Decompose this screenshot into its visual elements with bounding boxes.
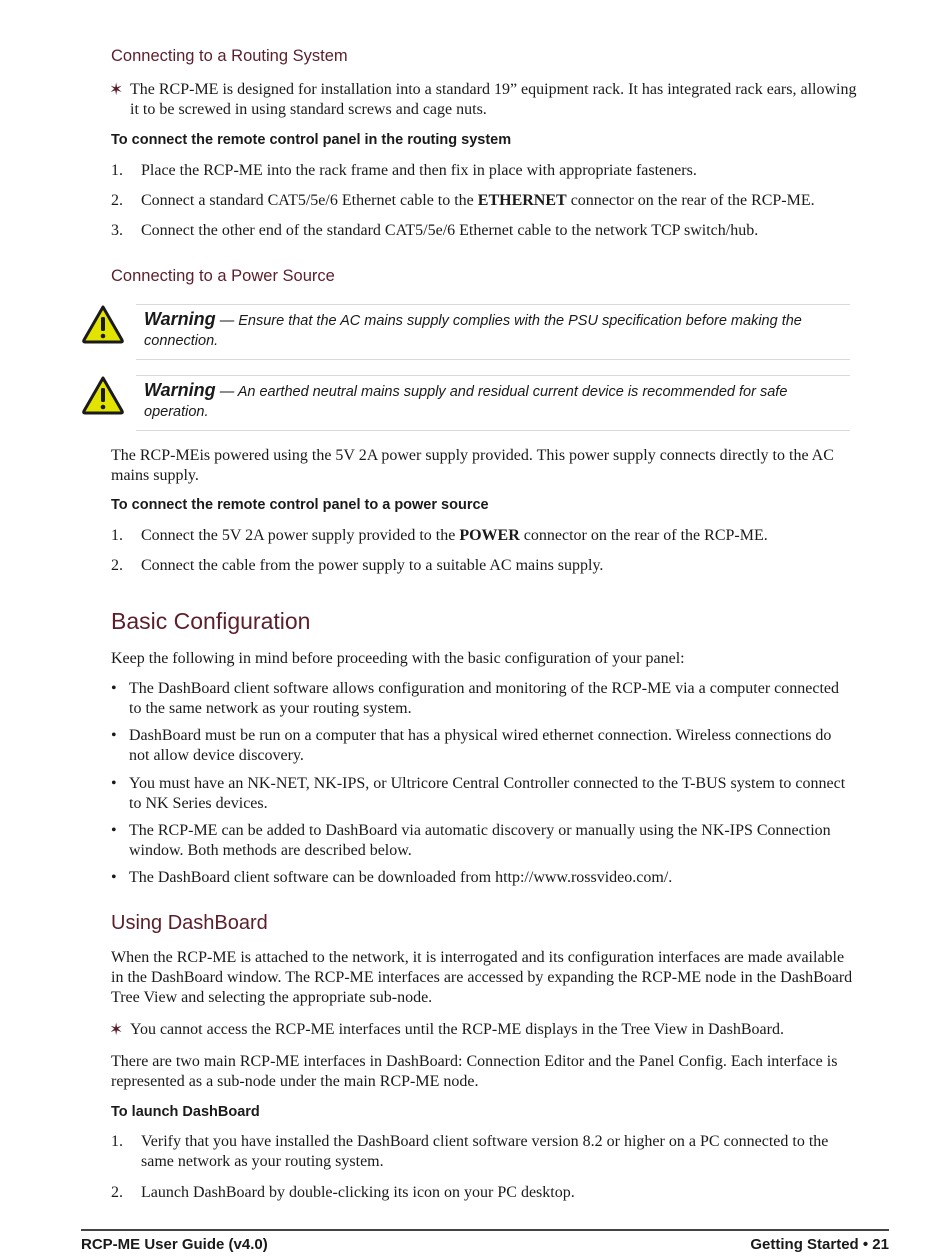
basic-intro: Keep the following in mind before proceeding with the basic configuration of your panel:	[111, 650, 685, 667]
bullet-line: The DashBoard client software allows configuration and monitoring of the RCP-ME via a computer connected	[129, 680, 840, 697]
step-bold-term: ETHERNET	[477, 192, 567, 209]
power-step-1	[141, 526, 891, 546]
routing-note-line2: it to be screwed in using standard screws and cage nuts.	[130, 101, 487, 118]
procedure-title-power: To connect the remote control panel to a power source	[111, 497, 489, 513]
routing-note	[130, 80, 900, 120]
note-star-icon: ✶	[109, 80, 124, 99]
section-heading-routing: Connecting to a Routing System	[111, 47, 348, 65]
dashboard-paragraph-1	[111, 948, 901, 1008]
paragraph-line: Tree View and selecting the appropriate sub-node.	[111, 989, 433, 1006]
note-star-icon: ✶	[109, 1020, 124, 1039]
section-heading-power: Connecting to a Power Source	[111, 267, 335, 285]
warning-icon	[81, 375, 125, 415]
basic-bullet-4	[129, 821, 899, 861]
routing-step-2	[141, 191, 891, 211]
bullet-line: not allow device discovery.	[129, 747, 304, 764]
step-text: connector on the rear of the RCP-ME.	[566, 192, 815, 209]
step-number: 3.	[111, 222, 123, 239]
basic-bullet-2	[129, 726, 899, 766]
section-heading-dashboard: Using DashBoard	[111, 912, 268, 934]
bullet-line: to NK Series devices.	[129, 795, 268, 812]
dashboard-step-2: Launch DashBoard by double-clicking its icon on your PC desktop.	[141, 1184, 575, 1201]
step-line: same network as your routing system.	[141, 1153, 384, 1170]
bullet-line: window. Both methods are described below.	[129, 842, 412, 859]
bullet-line: The RCP-ME can be added to DashBoard via automatic discovery or manually using the NK-IPS Connection	[129, 822, 831, 839]
bullet-line: DashBoard must be run on a computer that has a physical wired ethernet connection. Wireless connections do	[129, 727, 832, 744]
warning-text-line2: connection.	[144, 333, 219, 349]
step-text: connector on the rear of the RCP-ME.	[519, 527, 768, 544]
bullet-icon: •	[111, 869, 117, 886]
bullet-icon: •	[111, 822, 117, 839]
warning-icon	[81, 304, 125, 344]
routing-note-line1: The RCP-ME is designed for installation into a standard 19” equipment rack. It has integrated rack ears, allowing	[130, 81, 857, 98]
paragraph-line: in the DashBoard window. The RCP-ME interfaces are accessed by expanding the RCP-ME node in the DashBoard	[111, 969, 853, 986]
step-line: Verify that you have installed the DashBoard client software version 8.2 or higher on a PC connected to the	[141, 1133, 829, 1150]
warning-text-line1: An earthed neutral mains supply and residual current device is recommended for safe	[237, 384, 788, 400]
power-step-2: Connect the cable from the power supply to a suitable AC mains supply.	[141, 557, 604, 574]
power-paragraph	[111, 446, 901, 486]
basic-bullet-3	[129, 774, 899, 814]
step-number: 2.	[111, 192, 123, 209]
warning-title: Warning	[144, 309, 216, 329]
warning-text-line1: Ensure that the AC mains supply complies with the PSU specification before making the	[238, 313, 802, 329]
bullet-line: You must have an NK-NET, NK-IPS, or Ultricore Central Controller connected to the T-BUS system to connect	[129, 775, 846, 792]
footer-guide-title: RCP-ME User Guide (v4.0)	[81, 1236, 268, 1253]
dashboard-step-1	[141, 1132, 891, 1172]
basic-bullet-5	[129, 868, 899, 888]
step-bold-term: POWER	[459, 527, 520, 544]
power-paragraph-line2: mains supply.	[111, 467, 199, 484]
step-number: 2.	[111, 1184, 123, 1201]
procedure-title-dashboard: To launch DashBoard	[111, 1104, 260, 1120]
power-paragraph-line1: The RCP-MEis powered using the 5V 2A power supply provided. This power supply connects directly to the AC	[111, 447, 834, 464]
step-text: Connect the 5V 2A power supply provided to the	[141, 527, 460, 544]
warning-title: Warning	[144, 380, 216, 400]
procedure-title-routing: To connect the remote control panel in the routing system	[111, 132, 512, 148]
paragraph-line: There are two main RCP-ME interfaces in DashBoard: Connection Editor and the Panel Config. Each interface is	[111, 1053, 838, 1070]
routing-step-3: Connect the other end of the standard CAT5/5e/6 Ethernet cable to the network TCP switch/hub.	[141, 222, 759, 239]
paragraph-line: When the RCP-ME is attached to the network, it is interrogated and its configuration interfaces are made available	[111, 949, 845, 966]
basic-bullet-1	[129, 679, 899, 719]
bullet-line: The DashBoard client software can be downloaded from http://www.rossvideo.com/.	[129, 869, 673, 886]
dashboard-note: You cannot access the RCP-ME interfaces until the RCP-ME displays in the Tree View in DashBoard.	[130, 1021, 784, 1038]
warning-dash: —	[215, 313, 239, 329]
section-heading-basic: Basic Configuration	[111, 608, 311, 634]
warning-text-line2: operation.	[144, 404, 209, 420]
step-number: 2.	[111, 557, 123, 574]
bullet-icon: •	[111, 727, 117, 744]
bullet-icon: •	[111, 775, 117, 792]
bullet-line: to the same network as your routing system.	[129, 700, 412, 717]
step-number: 1.	[111, 1133, 123, 1150]
warning-box-1	[136, 304, 850, 360]
footer-divider	[81, 1229, 889, 1231]
bullet-icon: •	[111, 680, 117, 697]
footer-page-label: Getting Started • 21	[750, 1236, 889, 1253]
warning-box-2	[136, 375, 850, 431]
step-number: 1.	[111, 527, 123, 544]
warning-dash: —	[215, 384, 238, 400]
routing-step-1: Place the RCP-ME into the rack frame and then fix in place with appropriate fasteners.	[141, 162, 697, 179]
step-text: Connect a standard CAT5/5e/6 Ethernet cable to the	[141, 192, 478, 209]
step-number: 1.	[111, 162, 123, 179]
dashboard-paragraph-2	[111, 1052, 901, 1092]
paragraph-line: represented as a sub-node under the main RCP-ME node.	[111, 1073, 479, 1090]
